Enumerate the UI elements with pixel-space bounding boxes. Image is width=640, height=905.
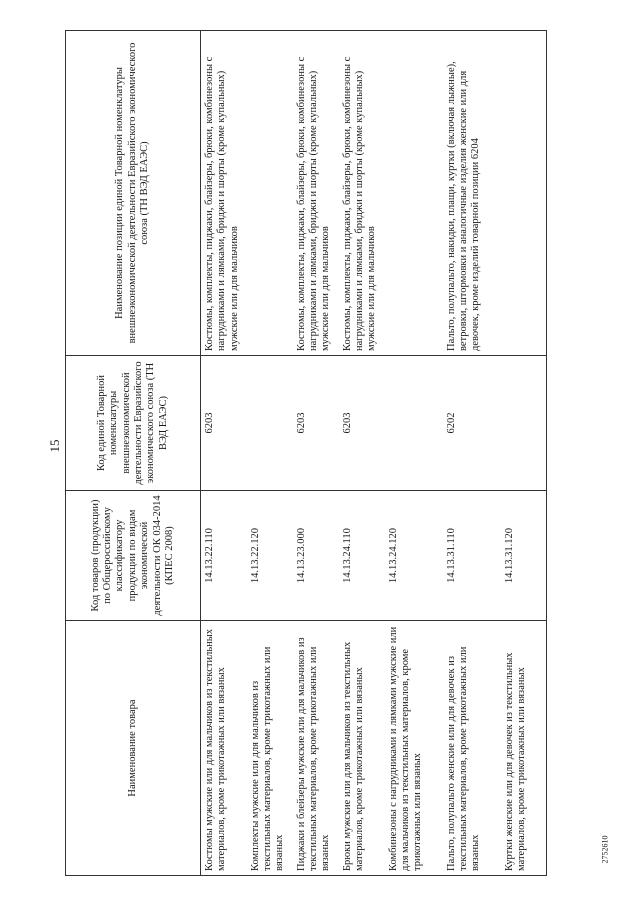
cell-goods-name: Куртки женские или для девочек из текстильных материалов, кроме трикотажных или вязаных: [501, 621, 547, 876]
table-row: [293, 31, 339, 876]
table-row: [443, 31, 501, 876]
cell-tnved-name: Костюмы, комплекты, пиджаки, блайзеры, брюки, комбинезоны с нагрудниками и лямками, бриджи и шорты (кроме купальных) мужские или для мальчиков: [339, 31, 385, 356]
cell-tnved-code: [385, 356, 443, 491]
goods-classification-table: [65, 30, 547, 876]
header-goods-name: Наименование товара: [66, 621, 201, 876]
cell-tnved-name: [385, 31, 443, 356]
header-tnved-code: Код единой Товарной номенклатуры внешнеэкономической деятельности Евразийского экономического союза (ТН ВЭД ЕАЭС): [66, 356, 201, 491]
cell-okpd-code: 14.13.22.120: [247, 491, 293, 621]
document-code: 2752610: [600, 835, 610, 864]
cell-tnved-code: [501, 356, 547, 491]
cell-okpd-code: 14.13.24.110: [339, 491, 385, 621]
table-row: [385, 31, 443, 876]
table-row: [201, 31, 247, 876]
cell-goods-name: Пиджаки и блейзеры мужские или для мальчиков из текстильных материалов, кроме трикотажных или вязаных: [293, 621, 339, 876]
cell-okpd-code: 14.13.24.120: [385, 491, 443, 621]
cell-tnved-code: 6203: [201, 356, 247, 491]
table-row: [501, 31, 547, 876]
cell-goods-name: Комплекты мужские или для мальчиков из текстильных материалов, кроме трикотажных или вязаных: [247, 621, 293, 876]
page-number: 15: [47, 439, 62, 453]
header-tnved-name: Наименование позиции единой Товарной номенклатуры внешнеэкономической деятельности Евразийского экономического союза (ТН ВЭД ЕАЭС): [66, 31, 201, 356]
cell-okpd-code: 14.13.22.110: [201, 491, 247, 621]
cell-okpd-code: 14.13.31.110: [443, 491, 501, 621]
cell-tnved-code: 6203: [339, 356, 385, 491]
cell-tnved-name: [501, 31, 547, 356]
cell-tnved-name: Костюмы, комплекты, пиджаки, блайзеры, брюки, комбинезоны с нагрудниками и лямками, бриджи и шорты (кроме купальных) мужские или для мальчиков: [201, 31, 247, 356]
table-header-row: [66, 31, 201, 876]
cell-tnved-name: Костюмы, комплекты, пиджаки, блайзеры, брюки, комбинезоны с нагрудниками и лямками, бриджи и шорты (кроме купальных) мужские или для мальчиков: [293, 31, 339, 356]
rotated-table-container: [65, 31, 581, 876]
table-row: [339, 31, 385, 876]
cell-tnved-name: [247, 31, 293, 356]
cell-tnved-code: [247, 356, 293, 491]
header-okpd-code: Код товаров (продукции) по Общероссийскому классификатору продукции по видам экономической деятельности ОК 034-2014 (КПЕС 2008): [66, 491, 201, 621]
cell-tnved-code: 6203: [293, 356, 339, 491]
cell-goods-name: Комбинезоны с нагрудниками и лямками мужские или для мальчиков из текстильных материалов, кроме трикотажных или вязаных: [385, 621, 443, 876]
cell-okpd-code: 14.13.31.120: [501, 491, 547, 621]
table-row: [247, 31, 293, 876]
cell-goods-name: Костюмы мужские или для мальчиков из текстильных материалов, кроме трикотажных или вязаных: [201, 621, 247, 876]
cell-tnved-name: Пальто, полупальто, накидки, плащи, куртки (включая лыжные), ветровки, штормовки и аналогичные изделия женские или для девочек, кроме изделий товарной позиции 6204: [443, 31, 501, 356]
cell-tnved-code: 6202: [443, 356, 501, 491]
cell-okpd-code: 14.13.23.000: [293, 491, 339, 621]
cell-goods-name: Брюки мужские или для мальчиков из текстильных материалов, кроме трикотажных или вязаных: [339, 621, 385, 876]
cell-goods-name: Пальто, полупальто женские или для девочек из текстильных материалов, кроме трикотажных или вязаных: [443, 621, 501, 876]
